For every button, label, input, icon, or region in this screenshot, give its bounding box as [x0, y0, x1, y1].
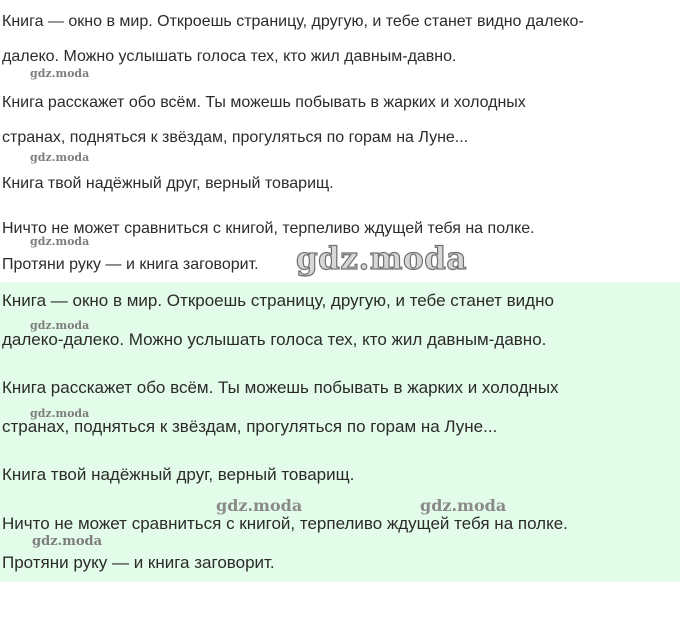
watermark: gdz.moda [30, 319, 90, 332]
text-line: Книга твой надёжный друг, верный товарищ. [2, 465, 355, 484]
text-line: Ничто не может сравниться с книгой, терпеливо ждущей тебя на полке. [2, 514, 568, 533]
watermark: gdz.moda [30, 235, 90, 248]
text-line: Книга — окно в мир. Откроешь страницу, другую, и тебе станет видно [2, 291, 554, 310]
watermark: gdz.moda [30, 151, 90, 164]
watermark-large: gdz.moda [296, 241, 467, 277]
text-line: Книга расскажет обо всём. Ты можешь побывать в жарких и холодных [2, 378, 559, 397]
text-line: странах, подняться к звёздам, прогуляться по горам на Луне... [2, 129, 469, 146]
text-line: Ничто не может сравниться с книгой, терпеливо ждущей тебя на полке. [2, 220, 535, 237]
text-line: Книга расскажет обо всём. Ты можешь побывать в жарких и холодных [2, 94, 526, 111]
watermark: gdz.moda [216, 496, 303, 515]
watermark: gdz.moda [30, 407, 90, 420]
text-line: Книга твой надёжный друг, верный товарищ. [2, 175, 334, 192]
text-line: Протяни руку — и книга заговорит. [2, 256, 259, 273]
watermark: gdz.moda [32, 534, 103, 549]
text-line: странах, подняться к звёздам, прогуляться по горам на Луне... [2, 417, 498, 436]
watermark: gdz.moda [420, 496, 507, 515]
text-line: Книга — окно в мир. Откроешь страницу, другую, и тебе станет видно далеко- [2, 13, 584, 30]
text-line: далеко. Можно услышать голоса тех, кто жил давным-давно. [2, 48, 457, 65]
text-line: Протяни руку — и книга заговорит. [2, 553, 275, 572]
text-line: далеко-далеко. Можно услышать голоса тех, кто жил давным-давно. [2, 330, 547, 349]
watermark: gdz.moda [30, 67, 90, 80]
